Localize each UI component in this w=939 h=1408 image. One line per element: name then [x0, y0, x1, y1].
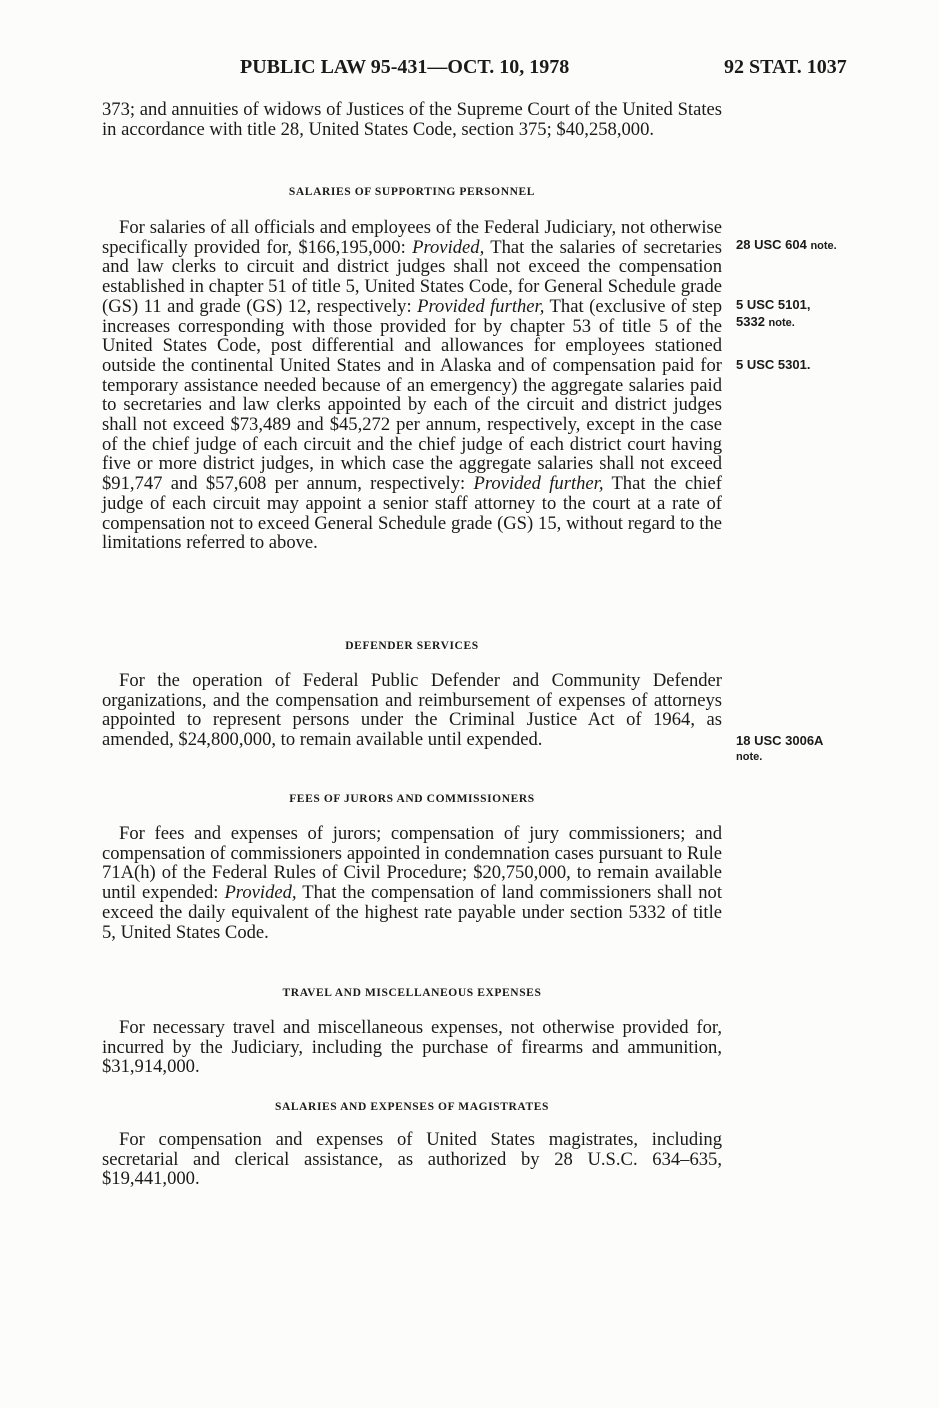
margin-note-4-line1: 18 USC 3006A: [736, 733, 824, 748]
supporting-text-1: For salaries of all officials and employees of the Federal Judiciary, not otherwise specifically provided for, $166,195,000:: [102, 217, 722, 258]
supporting-text-4: That the chief judge of each circuit may appoint a senior staff attorney to the court at a rate of compensation not to exceed General Schedule grade (GS) 15, without regard to the limitations referred to above.: [102, 473, 722, 554]
margin-note-2-line2-suffix: note.: [768, 317, 795, 329]
supporting-personnel-paragraph: [102, 218, 722, 553]
margin-note-2-line1: 5 USC 5101,: [736, 297, 811, 312]
jurors-text-2: That the compensation of land commissioners shall not exceed the daily equivalent of the highest rate payable under section 5332 of title 5, United States Code.: [102, 882, 722, 943]
travel-paragraph: For necessary travel and miscellaneous expenses, not otherwise provided for, incurred by the Judiciary, including the purchase of firearms and ammunition, $31,914,000.: [102, 1017, 722, 1078]
provided-1: Provided,: [412, 236, 485, 258]
running-header-stat: 92 STAT. 1037: [724, 56, 847, 78]
heading-defender-services: DEFENDER SERVICES: [345, 640, 479, 652]
provided-2: Provided further,: [417, 295, 545, 317]
jurors-paragraph: [102, 824, 722, 942]
heading-supporting-personnel: SALARIES OF SUPPORTING PERSONNEL: [288, 186, 536, 198]
margin-note-4-line2: note.: [736, 751, 763, 763]
defender-services-paragraph: For the operation of Federal Public Defender and Community Defender organizations, and the compensation and reimbursement of expenses of attorneys appointed to represent persons under the Criminal Justice Act of 1964, as amended, $24,800,000, to remain available until expended.: [102, 670, 722, 751]
supporting-text-3: That (exclusive of step increases corresponding with those provided for by chapter 53 of title 5 of the United States Code, post differential and allowances for employees stationed outside the continental United States and in Alaska and of compensation paid for temporary assistance needed because of an emergency) the aggregate salaries paid to secretaries and law clerks appointed by each of the circuit and district judges shall not exceed $73,489 and $45,272 per annum, respectively, except in the case of the chief judge of each circuit and the chief judge of each district court having five or more district judges, in which case the aggregate salaries shall not exceed $91,747 and $57,608 per annum, respectively:: [102, 295, 722, 495]
margin-note-1-main: 28 USC 604: [736, 237, 807, 252]
magistrates-paragraph: For compensation and expenses of United States magistrates, including secretarial and clerical assistance, as authorized by 28 U.S.C. 634–635, $19,441,000.: [102, 1129, 722, 1190]
heading-travel-expenses: TRAVEL AND MISCELLANEOUS EXPENSES: [282, 987, 542, 999]
margin-note-5-usc-5101: [736, 296, 876, 332]
heading-fees-of-jurors: FEES OF JURORS AND COMMISSIONERS: [289, 793, 535, 805]
margin-note-5-usc-5301: 5 USC 5301.: [736, 357, 811, 372]
heading-magistrates: SALARIES AND EXPENSES OF MAGISTRATES: [274, 1101, 550, 1113]
margin-note-2-line2-main: 5332: [736, 314, 765, 329]
running-header-law: PUBLIC LAW 95-431—OCT. 10, 1978: [240, 56, 570, 78]
provided-3: Provided further,: [473, 473, 604, 495]
jurors-provided: Provided,: [224, 882, 297, 904]
margin-note-18-usc-3006a: [736, 732, 876, 766]
margin-note-1-suffix: note.: [810, 240, 837, 252]
supporting-text-2: That the salaries of secretaries and law clerks to circuit and district judges shall not exceed the compensation established in chapter 51 of title 5, United States Code, for General Schedule grade (GS) 11 and grade (GS) 12, respectively:: [102, 236, 723, 317]
margin-note-28-usc-604: [736, 236, 876, 255]
jurors-text-1: For fees and expenses of jurors; compensation of jury commissioners; and compensation of commissioners appointed in condemnation cases pursuant to Rule 71A(h) of the Federal Rules of Civil Procedure; $20,750,000, to remain available until expended:: [102, 823, 722, 904]
continuation-paragraph: 373; and annuities of widows of Justices of the Supreme Court of the United States in accordance with title 28, United States Code, section 375; $40,258,000.: [102, 99, 722, 140]
